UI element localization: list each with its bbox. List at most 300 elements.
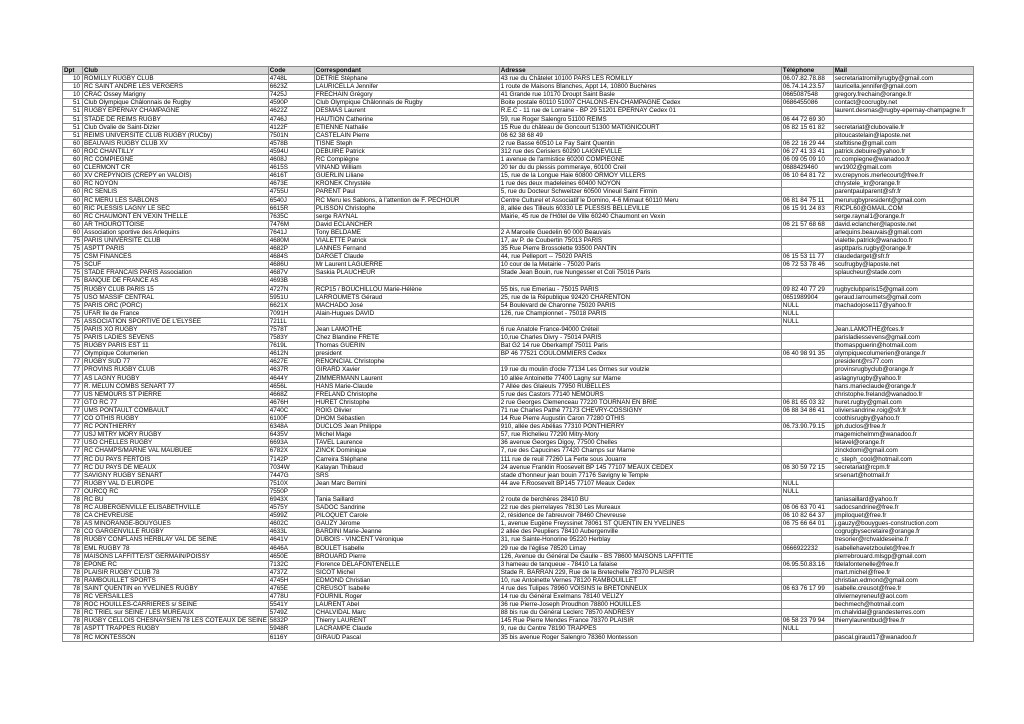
cell-correspondant[interactable]: LACRAMPE Claude	[314, 625, 499, 633]
cell-dpt[interactable]: 60	[63, 204, 83, 212]
cell-telephone[interactable]: 06.73.90.79.15	[781, 423, 833, 431]
cell-telephone[interactable]: 0686455086	[781, 99, 833, 107]
cell-mail[interactable]: secretariat@clubovalie.fr	[833, 123, 973, 131]
cell-dpt[interactable]: 78	[63, 625, 83, 633]
cell-club[interactable]: AS MINORANGE-BOUYGUES	[83, 520, 269, 528]
cell-club[interactable]: Club Olympique Châlonnais de Rugby	[83, 99, 269, 107]
cell-mail[interactable]: pascal.giraud17@wanadoo.fr	[833, 633, 973, 641]
cell-telephone[interactable]: 06 22 16 29 44	[781, 139, 833, 147]
cell-code[interactable]: 7447G	[268, 471, 314, 479]
cell-adresse[interactable]: 1 route de Maisons Blanches, Appt 14, 10800 Buchères	[499, 83, 781, 91]
cell-club[interactable]: ROC HOUILLES-CARRIERES s/ SEINE	[83, 601, 269, 609]
cell-club[interactable]: RC NOYON	[83, 180, 269, 188]
cell-adresse[interactable]: 10 cour de la Metairie - 75020 Paris	[499, 261, 781, 269]
cell-club[interactable]: PLAISIR RUGBY CLUB 78	[83, 568, 269, 576]
cell-adresse[interactable]: Boite postale 60110 51007 CHALONS-EN-CHAMPAGNE Cedex	[499, 99, 781, 107]
cell-mail[interactable]	[833, 487, 973, 495]
cell-telephone[interactable]: 06 10 64 81 72	[781, 172, 833, 180]
cell-correspondant[interactable]: KRONEK Chrystèle	[314, 180, 499, 188]
cell-correspondant[interactable]: SADOC Sandrine	[314, 504, 499, 512]
cell-adresse[interactable]: 8, allée des Tilleuls 60330 LE PLESSIS BELLEVILLE	[499, 204, 781, 212]
cell-telephone[interactable]: 06 15 91 24 83	[781, 204, 833, 212]
cell-adresse[interactable]: 9, rue du Centre 78190 TRAPPES	[499, 625, 781, 633]
cell-code[interactable]: 4122F	[268, 123, 314, 131]
cell-adresse[interactable]: 10 allée Antoinette 77400 Lagny sur Marne	[499, 374, 781, 382]
cell-code[interactable]: 7510X	[268, 479, 314, 487]
cell-mail[interactable]: serge.raynal1@orange.fr	[833, 212, 973, 220]
cell-mail[interactable]: provinsrugbyclub@orange.fr	[833, 366, 973, 374]
cell-code[interactable]: 4693B	[268, 277, 314, 285]
cell-correspondant[interactable]: PILOQUET Carole	[314, 512, 499, 520]
cell-code[interactable]: 4682P	[268, 245, 314, 253]
cell-correspondant[interactable]	[314, 317, 499, 325]
cell-club[interactable]: PARIS XO RUGBY	[83, 326, 269, 334]
cell-code[interactable]: 6943X	[268, 495, 314, 503]
cell-correspondant[interactable]: HAUTION Catherine	[314, 115, 499, 123]
cell-telephone[interactable]: NULL	[781, 309, 833, 317]
cell-mail[interactable]: olympiquecolumerien@orange.fr	[833, 350, 973, 358]
cell-mail[interactable]: magemichelmm@wanadoo.fr	[833, 431, 973, 439]
cell-code[interactable]: 6621X	[268, 301, 314, 309]
cell-telephone[interactable]	[781, 568, 833, 576]
cell-correspondant[interactable]: RCP15 / BOUCHILLOU Marie-Hélène	[314, 285, 499, 293]
cell-adresse[interactable]: 15, rue de la Longue Haie 60800 ORMOY VILLERS	[499, 172, 781, 180]
cell-code[interactable]: 4656L	[268, 382, 314, 390]
cell-mail[interactable]: chrystele_kr@orange.fr	[833, 180, 973, 188]
col-header-club[interactable]: Club	[83, 67, 269, 75]
cell-mail[interactable]: taniasaillard@yahoo.fr	[833, 495, 973, 503]
cell-code[interactable]: 4622Z	[268, 107, 314, 115]
cell-mail[interactable]: RICPL60@GMAIL.COM	[833, 204, 973, 212]
cell-mail[interactable]: Jean.LAMOTHE@fces.fr	[833, 326, 973, 334]
cell-telephone[interactable]: 0688429460	[781, 164, 833, 172]
cell-code[interactable]: 4641V	[268, 536, 314, 544]
col-header-adresse[interactable]: Adresse	[499, 67, 781, 75]
cell-dpt[interactable]: 60	[63, 196, 83, 204]
cell-telephone[interactable]	[781, 180, 833, 188]
cell-correspondant[interactable]: Alain-Hugues DAVID	[314, 309, 499, 317]
cell-dpt[interactable]: 78	[63, 504, 83, 512]
cell-code[interactable]: 6540J	[268, 196, 314, 204]
cell-telephone[interactable]: 06 06 63 70 41	[781, 504, 833, 512]
cell-dpt[interactable]: 10	[63, 75, 83, 83]
cell-correspondant[interactable]: Club Olympique Châlonnais de Rugby	[314, 99, 499, 107]
cell-dpt[interactable]: 60	[63, 164, 83, 172]
cell-dpt[interactable]: 60	[63, 188, 83, 196]
cell-telephone[interactable]	[781, 107, 833, 115]
cell-dpt[interactable]: 77	[63, 455, 83, 463]
cell-club[interactable]: PROVINS RUGBY CLUB	[83, 366, 269, 374]
cell-telephone[interactable]	[781, 188, 833, 196]
cell-mail[interactable]: jph.duclos@free.fr	[833, 423, 973, 431]
cell-mail[interactable]: xv.crepynois.merlecourt@free.fr	[833, 172, 973, 180]
cell-mail[interactable]	[833, 479, 973, 487]
cell-club[interactable]: RC CHAUMONT EN VEXIN THELLE	[83, 212, 269, 220]
cell-dpt[interactable]: 60	[63, 212, 83, 220]
cell-adresse[interactable]: 31, rue Sainte-Honorine 95220 Herblay	[499, 536, 781, 544]
cell-correspondant[interactable]: Jean Marc Bernini	[314, 479, 499, 487]
cell-adresse[interactable]: 2 allée des Peupliers 78410 Aubergenville	[499, 528, 781, 536]
cell-telephone[interactable]	[781, 382, 833, 390]
cell-mail[interactable]: rc.compiegne@wanadoo.fr	[833, 156, 973, 164]
cell-club[interactable]: RAMBOUILLET SPORTS	[83, 576, 269, 584]
cell-telephone[interactable]	[781, 366, 833, 374]
cell-correspondant[interactable]: ZIMMERMANN Laurent	[314, 374, 499, 382]
cell-dpt[interactable]: 78	[63, 568, 83, 576]
col-header-correspondant[interactable]: Correspondant	[314, 67, 499, 75]
cell-correspondant[interactable]: Florence DELAFONTENELLE	[314, 560, 499, 568]
cell-code[interactable]: 7550P	[268, 487, 314, 495]
cell-adresse[interactable]: 22 rue des pierrelayes 78130 Les Mureaux	[499, 504, 781, 512]
cell-club[interactable]: RC DU PAYS FERTOIS	[83, 455, 269, 463]
cell-telephone[interactable]	[781, 245, 833, 253]
cell-telephone[interactable]	[781, 536, 833, 544]
cell-dpt[interactable]: 60	[63, 147, 83, 155]
cell-club[interactable]: BANQUE DE FRANCE AS	[83, 277, 269, 285]
cell-correspondant[interactable]: GAUZY Jérome	[314, 520, 499, 528]
cell-club[interactable]: SAINT QUENTIN en YVELINES RUGBY	[83, 585, 269, 593]
cell-code[interactable]: 7635C	[268, 212, 314, 220]
cell-code[interactable]: 7641J	[268, 228, 314, 236]
cell-code[interactable]: 7583Y	[268, 334, 314, 342]
cell-club[interactable]: CA CHEVREUSE	[83, 512, 269, 520]
cell-telephone[interactable]	[781, 358, 833, 366]
cell-dpt[interactable]: 75	[63, 309, 83, 317]
cell-club[interactable]: CO GARGENVILLE RUGBY	[83, 528, 269, 536]
cell-club[interactable]: RC SAINT ANDRE LES VERGERS	[83, 83, 269, 91]
cell-code[interactable]: 6693A	[268, 439, 314, 447]
cell-mail[interactable]	[833, 309, 973, 317]
cell-mail[interactable]: steftitisne@gmail.com	[833, 139, 973, 147]
cell-dpt[interactable]: 51	[63, 123, 83, 131]
cell-dpt[interactable]: 77	[63, 390, 83, 398]
cell-club[interactable]: PARIS ORC (PORC)	[83, 301, 269, 309]
cell-club[interactable]: RC BU	[83, 495, 269, 503]
cell-code[interactable]: 7619L	[268, 342, 314, 350]
cell-adresse[interactable]	[499, 358, 781, 366]
cell-correspondant[interactable]: GIRAUD Pascal	[314, 633, 499, 641]
cell-club[interactable]: RUGBY CLUB PARIS 15	[83, 285, 269, 293]
cell-club[interactable]: Club Ovalie de Saint-Dizier	[83, 123, 269, 131]
cell-code[interactable]: 4615S	[268, 164, 314, 172]
cell-club[interactable]: RC DU PAYS DE MEAUX	[83, 463, 269, 471]
cell-code[interactable]: 4746J	[268, 115, 314, 123]
cell-code[interactable]: 5948R	[268, 625, 314, 633]
cell-correspondant[interactable]: GUERLIN Liliane	[314, 172, 499, 180]
cell-adresse[interactable]: BP 46 77521 COULOMMIERS Cedex	[499, 350, 781, 358]
cell-mail[interactable]: isabellehavetzboulet@free.fr	[833, 544, 973, 552]
cell-club[interactable]: ASPTT TRAPPES RUGBY	[83, 625, 269, 633]
cell-correspondant[interactable]: LAURICELLA Jennifer	[314, 83, 499, 91]
cell-mail[interactable]: pitoucastelain@laposte.net	[833, 131, 973, 139]
cell-adresse[interactable]: 6 rue Anatole France-94000 Créteil	[499, 326, 781, 334]
cell-dpt[interactable]: 77	[63, 374, 83, 382]
cell-club[interactable]: CRAC Ossey Marigny	[83, 91, 269, 99]
cell-correspondant[interactable]: CASTELAIN Pierre	[314, 131, 499, 139]
cell-telephone[interactable]	[781, 334, 833, 342]
cell-mail[interactable]: j.gauzy@bouygues-construction.com	[833, 520, 973, 528]
cell-dpt[interactable]: 77	[63, 447, 83, 455]
cell-code[interactable]: 4633L	[268, 528, 314, 536]
cell-dpt[interactable]: 78	[63, 617, 83, 625]
cell-adresse[interactable]: 7 Allée des Glaieuls 77950 RUBELLES	[499, 382, 781, 390]
cell-dpt[interactable]: 51	[63, 107, 83, 115]
cell-code[interactable]: 7034W	[268, 463, 314, 471]
cell-dpt[interactable]: 78	[63, 609, 83, 617]
cell-adresse[interactable]: 57, rue Richelieu 77290 Mitry-Mory	[499, 431, 781, 439]
cell-code[interactable]: 4668Z	[268, 390, 314, 398]
cell-code[interactable]: 4680M	[268, 236, 314, 244]
cell-telephone[interactable]	[781, 342, 833, 350]
cell-telephone[interactable]	[781, 212, 833, 220]
cell-dpt[interactable]: 60	[63, 228, 83, 236]
cell-correspondant[interactable]: DUBOIS - VINCENT Véronique	[314, 536, 499, 544]
cell-adresse[interactable]: 44 ave F.Roosevelt BP145 77107 Meaux Cedex	[499, 479, 781, 487]
cell-club[interactable]: CSM FINANCES	[83, 253, 269, 261]
cell-adresse[interactable]: 59, rue Roger Salengro 51100 REIMS	[499, 115, 781, 123]
cell-telephone[interactable]: NULL	[781, 625, 833, 633]
cell-correspondant[interactable]: Tony BELDAME	[314, 228, 499, 236]
cell-telephone[interactable]: 06 10 82 64 37	[781, 512, 833, 520]
cell-mail[interactable]: olivierneyreneuf@aol.com	[833, 593, 973, 601]
cell-adresse[interactable]: 54 Boulevard de Charonne 75020 PARIS	[499, 301, 781, 309]
cell-adresse[interactable]: 19 rue du moulin d'ocle 77134 Les Ormes sur voulzie	[499, 366, 781, 374]
col-header-telephone[interactable]: Téléphone	[781, 67, 833, 75]
cell-adresse[interactable]: 71 rue Charles Pathé 77173 CHEVRY-COSSIGNY	[499, 406, 781, 414]
cell-dpt[interactable]: 51	[63, 115, 83, 123]
cell-mail[interactable]: isabelle.creusot@free.fr	[833, 585, 973, 593]
cell-code[interactable]: 4612N	[268, 350, 314, 358]
cell-correspondant[interactable]: HANS Marie-Claude	[314, 382, 499, 390]
cell-dpt[interactable]: 77	[63, 463, 83, 471]
cell-telephone[interactable]	[781, 374, 833, 382]
cell-correspondant[interactable]: HURET Christophe	[314, 398, 499, 406]
cell-code[interactable]: 7476M	[268, 220, 314, 228]
cell-dpt[interactable]: 78	[63, 495, 83, 503]
cell-adresse[interactable]: 36 avenue Georges Digoy, 77500 Chelles	[499, 439, 781, 447]
cell-dpt[interactable]: 60	[63, 220, 83, 228]
cell-adresse[interactable]	[499, 487, 781, 495]
cell-club[interactable]: XV CREPYNOIS (CREPY en VALOIS)	[83, 172, 269, 180]
cell-code[interactable]: 4740C	[268, 406, 314, 414]
cell-dpt[interactable]: 78	[63, 528, 83, 536]
cell-correspondant[interactable]: MACHADO José	[314, 301, 499, 309]
cell-dpt[interactable]: 75	[63, 245, 83, 253]
cell-code[interactable]: 4608J	[268, 156, 314, 164]
cell-club[interactable]: RC SENLIS	[83, 188, 269, 196]
cell-correspondant[interactable]: DARGET Claude	[314, 253, 499, 261]
cell-club[interactable]: ROMILLY RUGBY CLUB	[83, 75, 269, 83]
cell-correspondant[interactable]: TAVEL Laurence	[314, 439, 499, 447]
cell-mail[interactable]: hans.marieclaude@orange.fr	[833, 382, 973, 390]
cell-correspondant[interactable]: Chez Blandine FRETE	[314, 334, 499, 342]
cell-code[interactable]: 5749Z	[268, 609, 314, 617]
cell-code[interactable]: 4599Z	[268, 512, 314, 520]
cell-code[interactable]: 6348A	[268, 423, 314, 431]
cell-dpt[interactable]: 75	[63, 301, 83, 309]
cell-telephone[interactable]: 06.07.82.78.88	[781, 75, 833, 83]
cell-mail[interactable]: wv1902@gmail.com	[833, 164, 973, 172]
cell-correspondant[interactable]: GIRARD Xavier	[314, 366, 499, 374]
cell-dpt[interactable]: 75	[63, 236, 83, 244]
cell-adresse[interactable]: Mairie, 45 rue de l'Hôtel de Ville 60240 Chaumont en Vexin	[499, 212, 781, 220]
cell-club[interactable]: RC CHAMPS/MARNE VAL MAUBUEE	[83, 447, 269, 455]
cell-adresse[interactable]: 29 rue de l'église 78520 Limay	[499, 544, 781, 552]
cell-correspondant[interactable]	[314, 487, 499, 495]
cell-telephone[interactable]	[781, 601, 833, 609]
cell-mail[interactable]: m.chalvidal@grandesterres.com	[833, 609, 973, 617]
cell-mail[interactable]	[833, 625, 973, 633]
cell-club[interactable]: RC PONTHIERRY	[83, 423, 269, 431]
cell-dpt[interactable]: 78	[63, 633, 83, 641]
cell-adresse[interactable]: 55 bis, rue Emeriau - 75015 PARIS	[499, 285, 781, 293]
cell-adresse[interactable]: 5, rue du Docteur Schweitzer 60500 Vineuil Saint Firmin	[499, 188, 781, 196]
cell-mail[interactable]: secretariatromillyrugby@gmail.com	[833, 75, 973, 83]
cell-club[interactable]: RUGBY CELLOIS CHESNAYSIEN 78 LES COTEAUX DE SEINE	[84, 617, 267, 625]
cell-adresse[interactable]: 4 rue des Tulipes 78960 VOISINS le BRETONNEUX	[499, 585, 781, 593]
cell-dpt[interactable]: 77	[63, 431, 83, 439]
cell-mail[interactable]: c_steph_cool@hotmail.com	[833, 455, 973, 463]
cell-dpt[interactable]: 51	[63, 131, 83, 139]
cell-telephone[interactable]	[781, 277, 833, 285]
cell-dpt[interactable]: 78	[63, 536, 83, 544]
cell-code[interactable]: 7211L	[268, 317, 314, 325]
cell-mail[interactable]: rugbyclubparis15@gmail.com	[833, 285, 973, 293]
cell-mail[interactable]: thierrylaurentbud@free.fr	[833, 617, 973, 625]
cell-correspondant[interactable]: Thomas GUERIN	[314, 342, 499, 350]
cell-correspondant[interactable]: ETIENNE Nathalie	[314, 123, 499, 131]
cell-club[interactable]: USO MASSIF CENTRAL	[83, 293, 269, 301]
cell-mail[interactable]: sadocsandrine@free.fr	[833, 504, 973, 512]
cell-code[interactable]: 4646A	[268, 544, 314, 552]
cell-adresse[interactable]: 111 rue de reuil 77260 La Ferte sous Jouarre	[499, 455, 781, 463]
cell-correspondant[interactable]: LAURENT Abel	[314, 601, 499, 609]
cell-dpt[interactable]: 60	[63, 139, 83, 147]
cell-dpt[interactable]: 75	[63, 334, 83, 342]
cell-dpt[interactable]: 78	[63, 576, 83, 584]
cell-club[interactable]: REIMS UNIVERSITE CLUB RUGBY (RUCby)	[83, 131, 269, 139]
cell-adresse[interactable]: 2 route de berchères 28410 BU	[499, 495, 781, 503]
cell-dpt[interactable]: 78	[63, 560, 83, 568]
cell-adresse[interactable]: 25, rue de la République 92420 CHARENTON	[499, 293, 781, 301]
cell-club[interactable]: PARIS UNIVERSITE CLUB	[83, 236, 269, 244]
cell-code[interactable]: 7578T	[268, 326, 314, 334]
cell-telephone[interactable]	[781, 552, 833, 560]
cell-telephone[interactable]: 06 15 53 11 77	[781, 253, 833, 261]
cell-adresse[interactable]: 3 hameau de tanqueue - 78410 La falaise	[499, 560, 781, 568]
cell-correspondant[interactable]: RENONCIAL Christophe	[314, 358, 499, 366]
cell-telephone[interactable]: 0666922232	[781, 544, 833, 552]
cell-correspondant[interactable]: FRELAND Christophe	[314, 390, 499, 398]
cell-club[interactable]: GTO RC 77	[83, 398, 269, 406]
cell-correspondant[interactable]: Tania Saillard	[314, 495, 499, 503]
cell-code[interactable]: 5541Y	[268, 601, 314, 609]
cell-adresse[interactable]: 1 rue des deux madeleines 60400 NOYON	[499, 180, 781, 188]
cell-dpt[interactable]: 10	[63, 91, 83, 99]
cell-correspondant[interactable]: ROIG Olivier	[314, 406, 499, 414]
cell-telephone[interactable]: 09 82 40 77 29	[781, 285, 833, 293]
cell-adresse[interactable]: 88 bis rue du Général Leclerc 78570 ANDRESY	[499, 609, 781, 617]
cell-mail[interactable]: patrick.debuire@yahoo.fr	[833, 147, 973, 155]
cell-code[interactable]: 4594U	[268, 147, 314, 155]
cell-mail[interactable]: parisladiessevens@gmail.com	[833, 334, 973, 342]
cell-correspondant[interactable]: EDMOND Christian	[314, 576, 499, 584]
cell-adresse[interactable]: 10, rue Antoinette Vernes 78120 RAMBOUILLET	[499, 576, 781, 584]
cell-dpt[interactable]: 77	[63, 439, 83, 447]
cell-adresse[interactable]: 36 rue Pierre-Joseph Proudhon 78800 HOUILLES	[499, 601, 781, 609]
cell-club[interactable]: STADE FRANCAIS PARIS Association	[83, 269, 269, 277]
cell-mail[interactable]: secretariat@rcpm.fr	[833, 463, 973, 471]
cell-mail[interactable]: letavel@orange.fr	[833, 439, 973, 447]
cell-code[interactable]: 7425J	[268, 91, 314, 99]
cell-adresse[interactable]: 35 bis avenue Roger Salengro 78360 Montesson	[499, 633, 781, 641]
cell-mail[interactable]: machadojose117@yahoo.fr	[833, 301, 973, 309]
cell-dpt[interactable]: 75	[63, 293, 83, 301]
cell-dpt[interactable]: 77	[63, 406, 83, 414]
cell-club[interactable]: RC VERSAILLES	[83, 593, 269, 601]
cell-telephone[interactable]: 06.74.14.23.57	[781, 83, 833, 91]
cell-adresse[interactable]: 2 rue Basse 60510 Le Fay Saint Quentin	[499, 139, 781, 147]
cell-correspondant[interactable]: TISNE Steph	[314, 139, 499, 147]
cell-mail[interactable]: tresorier@rchvaldeseine.fr	[833, 536, 973, 544]
cell-club[interactable]: ROC CHANTILLY	[83, 147, 269, 155]
cell-dpt[interactable]: 77	[63, 423, 83, 431]
cell-correspondant[interactable]: SICOT Michel	[314, 568, 499, 576]
cell-code[interactable]: 6116Y	[268, 633, 314, 641]
cell-correspondant[interactable]: serge RAYNAL	[314, 212, 499, 220]
cell-telephone[interactable]	[781, 528, 833, 536]
col-header-code[interactable]: Code	[268, 67, 314, 75]
cell-adresse[interactable]	[499, 277, 781, 285]
cell-correspondant[interactable]: DETRIE Stéphane	[314, 75, 499, 83]
cell-telephone[interactable]	[781, 269, 833, 277]
cell-code[interactable]: 5951U	[268, 293, 314, 301]
cell-code[interactable]: 4637R	[268, 366, 314, 374]
cell-telephone[interactable]: 06 58 23 79 94	[781, 617, 833, 625]
cell-code[interactable]: 6623Z	[268, 83, 314, 91]
cell-correspondant[interactable]: David ECLANCHER	[314, 220, 499, 228]
cell-code[interactable]: 4676H	[268, 398, 314, 406]
cell-correspondant[interactable]: DHOM Sébastien	[314, 415, 499, 423]
cell-club[interactable]: PARIS LADIES SEVENS	[83, 334, 269, 342]
cell-mail[interactable]: srsenart@hotmail.fr	[833, 471, 973, 479]
cell-telephone[interactable]: 06 81 65 03 32	[781, 398, 833, 406]
cell-mail[interactable]: merurugbypresident@gmail.com	[833, 196, 973, 204]
cell-telephone[interactable]: 06 44 72 69 30	[781, 115, 833, 123]
cell-correspondant[interactable]: BARDINI Marie-Jeanne	[314, 528, 499, 536]
cell-telephone[interactable]: 06 81 84 75 11	[781, 196, 833, 204]
cell-dpt[interactable]: 10	[63, 83, 83, 91]
cell-mail[interactable]: fdelafontenelle@free.fr	[833, 560, 973, 568]
cell-mail[interactable]: arlequins.beauvais@gmail.com	[833, 228, 973, 236]
cell-club[interactable]: US NEMOURS ST PIERRE	[83, 390, 269, 398]
cell-club[interactable]: CO OTHIS RUGBY	[83, 415, 269, 423]
cell-mail[interactable]: jmpiloquet@free.fr	[833, 512, 973, 520]
cell-club[interactable]: AS LAGNY RUGBY	[83, 374, 269, 382]
cell-club[interactable]: UFAR Ile de France	[83, 309, 269, 317]
cell-club[interactable]: RC AUBERGENVILLE ELISABETHVILLE	[83, 504, 269, 512]
cell-telephone[interactable]	[781, 415, 833, 423]
col-header-dpt[interactable]: Dpt	[63, 67, 83, 75]
cell-adresse[interactable]: 2 A Marcelle Guedelin 60 000 Beauvais	[499, 228, 781, 236]
cell-mail[interactable]: cogrugbysecretaire@orange.fr	[833, 528, 973, 536]
cell-mail[interactable]: aslagnyrugby@yahoo.fr	[833, 374, 973, 382]
cell-club[interactable]: ASSOCIATION SPORTIVE DE L'ELYSEE	[83, 317, 269, 325]
cell-dpt[interactable]: 77	[63, 415, 83, 423]
cell-dpt[interactable]: 77	[63, 358, 83, 366]
cell-telephone[interactable]: 06 88 34 86 41	[781, 406, 833, 414]
cell-code[interactable]: 4727N	[268, 285, 314, 293]
